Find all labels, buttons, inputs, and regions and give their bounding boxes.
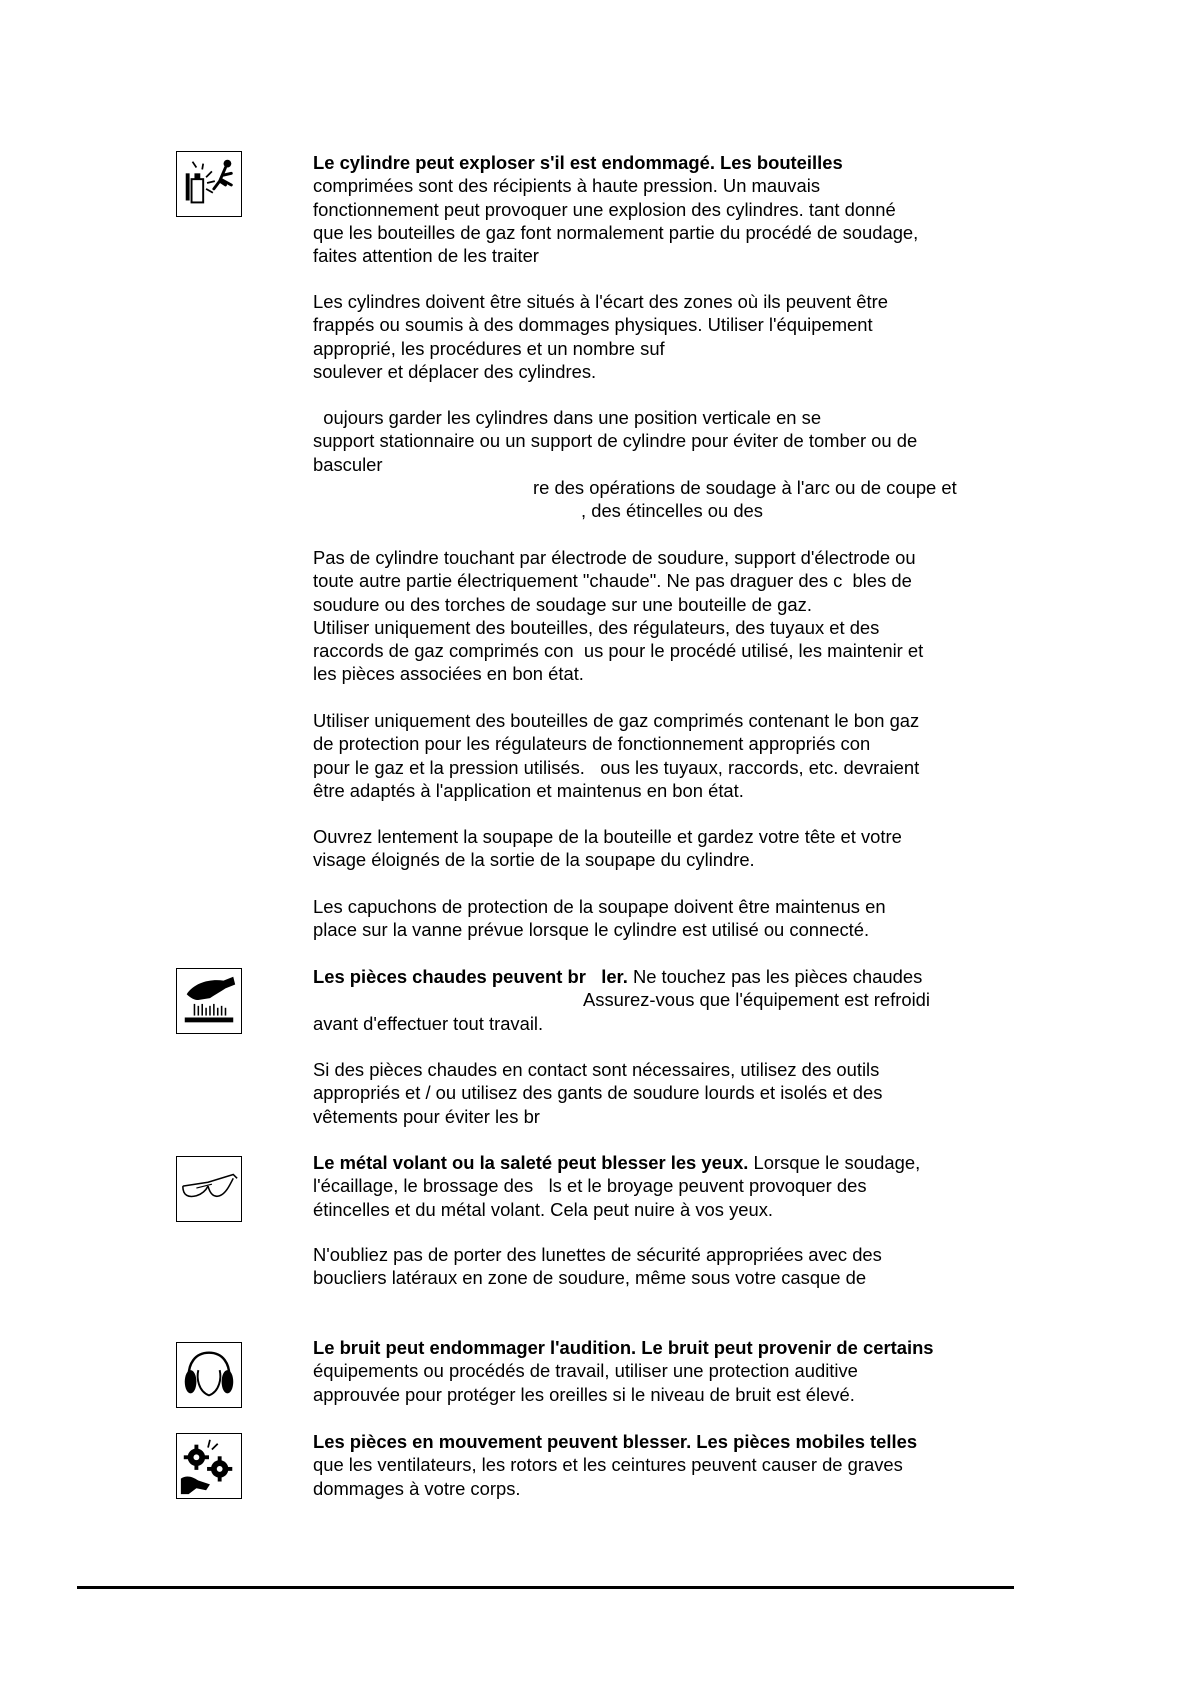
text-line: raccords de gaz comprimés con us pour le procédé utilisé, les maintenir et [313,640,924,662]
text-line: Les cylindres doivent être situés à l'écart des zones où ils peuvent être [313,291,888,312]
text-line: Si des pièces chaudes en contact sont nécessaires, utilisez des outils [313,1059,880,1080]
text-line: être adaptés à l'application et maintenus en bon état. [313,779,744,801]
text-line: avant d'effectuer tout travail. [313,1012,544,1034]
text-line: soudure ou des torches de soudage sur une bouteille de gaz. [313,593,812,615]
text-line: approprié, les procédures et un nombre suf [313,337,665,359]
hot-parts-burn-icon [176,968,242,1034]
text-line: de protection pour les régulateurs de fonctionnement appropriés con [313,733,871,755]
text-line: place sur la vanne prévue lorsque le cylindre est utilisé ou connecté. [313,919,870,941]
moving-parts-gears-icon [176,1433,242,1499]
moving-parts-heading: Les pièces en mouvement peuvent blesser. Les pièces mobiles telles [313,1431,918,1452]
text-line: , des étincelles ou des [581,500,763,522]
flying-metal-heading: Le métal volant ou la saleté peut blesser les yeux. [313,1152,749,1173]
hot-parts-heading: Les pièces chaudes peuvent br ler. [313,966,628,987]
text-line: basculer [313,453,383,475]
text-line: comprimées sont des récipients à haute pression. Un mauvais [313,175,821,197]
text-line: frappés ou soumis à des dommages physiques. Utiliser l'équipement [313,314,873,336]
safety-glasses-paragraph [313,1243,1025,1290]
cylinder-electrode-paragraph [313,546,1025,686]
noise-heading: Le bruit peut endommager l'audition. Le bruit peut provenir de certains [313,1337,934,1358]
valve-caps-paragraph [313,895,1025,942]
text-line: l'écaillage, le brossage des ls et le broyage peuvent provoquer des [313,1175,867,1197]
text-line: étincelles et du métal volant. Cela peut nuire à vos yeux. [313,1198,774,1220]
hot-parts-paragraph [313,965,1025,1035]
text-line: re des opérations de soudage à l'arc ou de coupe et [533,476,957,498]
text-line: soulever et déplacer des cylindres. [313,360,597,382]
text-line: N'oubliez pas de porter des lunettes de sécurité appropriées avec des [313,1244,882,1265]
text-line: Assurez-vous que l'équipement est refroidi [583,989,930,1011]
text-line: Pas de cylindre touchant par électrode de soudure, support d'électrode ou [313,547,916,568]
cylinder-heading: Le cylindre peut exploser s'il est endommagé. Les bouteilles [313,152,843,173]
ear-protection-icon [176,1342,242,1408]
text-line: approuvée pour protéger les oreilles si le niveau de bruit est élevé. [313,1383,855,1405]
text-line [313,1151,1025,1174]
text-line: Utiliser uniquement des bouteilles, des régulateurs, des tuyaux et des [313,616,880,638]
gas-bottles-paragraph [313,709,1025,802]
text-line: appropriés et / ou utilisez des gants de soudure lourds et isolés et des [313,1082,883,1104]
text-line: fonctionnement peut provoquer une explosion des cylindres. tant donné [313,198,896,220]
noise-paragraph [313,1336,1025,1406]
text-line: pour le gaz et la pression utilisés. ous les tuyaux, raccords, etc. devraient [313,756,920,778]
cylinder-explosion-icon [176,151,242,217]
text-line: Utiliser uniquement des bouteilles de gaz comprimés contenant le bon gaz [313,710,920,731]
text-fragment: Ne touchez pas les pièces chaudes [627,966,923,987]
text-line [313,965,1025,988]
text-line: oujours garder les cylindres dans une position verticale en se [313,407,822,428]
cylinder-location-paragraph [313,290,1025,383]
text-line: support stationnaire ou un support de cylindre pour éviter de tomber ou de [313,430,918,452]
text-fragment: Lorsque le soudage, [748,1152,921,1173]
text-line: toute autre partie électriquement "chaude". Ne pas draguer des c bles de [313,570,912,592]
text-line: les pièces associées en bon état. [313,663,584,685]
text-line: que les ventilateurs, les rotors et les ceintures peuvent causer de graves [313,1454,903,1476]
moving-parts-paragraph [313,1430,1025,1500]
text-line: dommages à votre corps. [313,1477,521,1499]
text-line: que les bouteilles de gaz font normalement partie du procédé de soudage, [313,221,919,243]
text-line: vêtements pour éviter les br [313,1105,540,1127]
text-line: boucliers latéraux en zone de soudure, même sous votre casque de [313,1267,867,1289]
footer-rule [77,1586,1014,1589]
flying-metal-paragraph [313,1151,1025,1221]
cylinder-vertical-paragraph [313,406,1025,522]
text-line: équipements ou procédés de travail, utiliser une protection auditive [313,1360,858,1382]
hot-parts-tools-paragraph [313,1058,1025,1128]
text-line: Les capuchons de protection de la soupape doivent être maintenus en [313,896,886,917]
valve-open-paragraph [313,825,1025,872]
text-line: faites attention de les traiter [313,245,539,267]
cylinder-explosion-paragraph [313,151,1025,267]
text-line: Ouvrez lentement la soupape de la bouteille et gardez votre tête et votre [313,826,902,847]
safety-glasses-icon [176,1156,242,1222]
text-line: visage éloignés de la sortie de la soupape du cylindre. [313,849,755,871]
